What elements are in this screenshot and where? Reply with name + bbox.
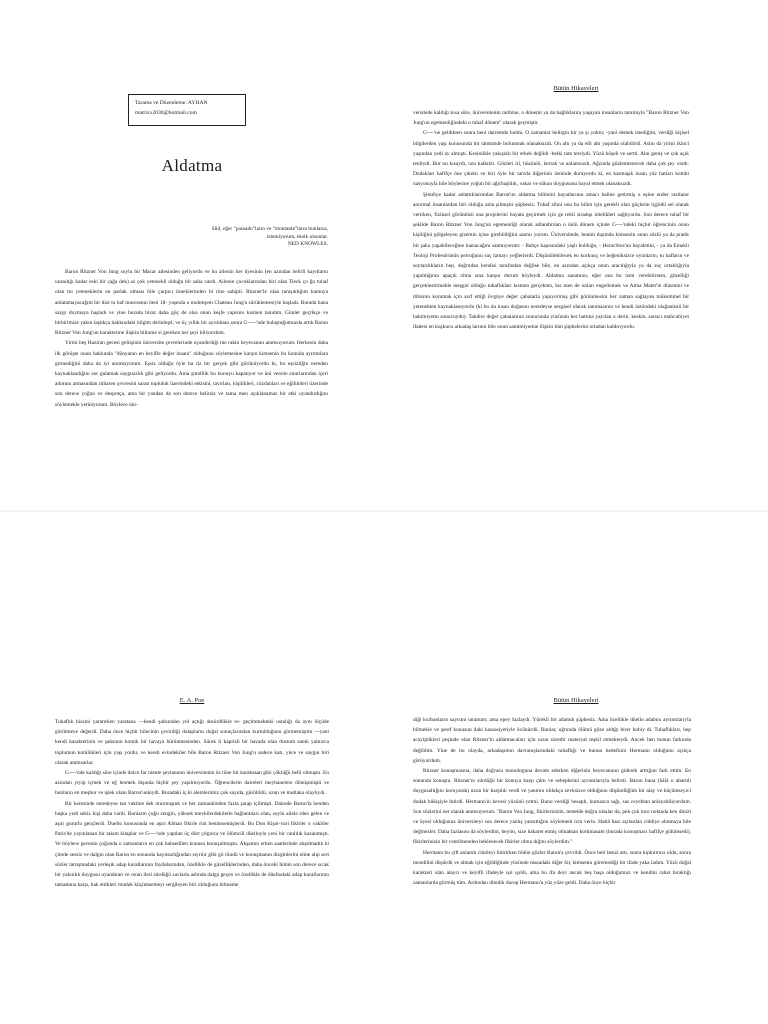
page-bottom-right [384,512,768,1024]
body-column [413,715,691,888]
paragraph: G----'nde kaldığı süre içinde dolce far niente şeytanının üniversitenin üs tüne bir karabasan gibi çöktüğü belli olmuştu. En azından yiyip içmek ve eğ lenmek dışında hiçbir şey yapılmıyordu. Öğrencilerin daireleri meyhanelere dönüşmüştü ve bunların en meşhur ve işlek olanı Baron'unkiydi. Buradaki iç ki alemlerimiz çok sayıda, gürültülü, uzun ve mutlaka olaylıydı. [55,770,329,797]
page-top-left [0,0,384,510]
paragraph: G----'ne geldikten sonra beni dairemde buldu. O zamanlar belirgin bir ya şı yoktu; -yani demek istediğim, verdiği kişisel bilgilerden yaşı konusunda bir tahminde bulunmak olanaksızdı. On altı ya da elli altı yaşında olabilirdi. Aslın da yirmi ikinci yaşından yedi ay almıştı. Kesinlikle yakışıklı bir erkek değildi -belki tam tersiydi. Yüzü köşeli ve sertti. Alnı geniş ve çok açık tenliydi. Bur nu kısaydı, uzu kalkıktı. Gözleri iri, hüzünlü, berrak ve anlamsızdı. Ağzında gözlemlenecek daha çok şey vardı. Dudakları hafifçe öne çıkıktı ve biri öyle bir tarzda diğerinin üstünde duruyordu ki, en karmaşık insan yüz hatları kombi nasyonuyla bile böylesine yoğun bir ağırbaşlılık, vakar ve sükun duygusunu hayal etmek olanaksızdı. [413,130,689,188]
credit-box [128,94,246,126]
running-header: Bütün Hikayeleri [553,85,599,92]
epigraph-text: Slid, eğer "passado"ların ve "montante"ların bunlarsa, istemiyorum, eksik olsunlar. [211,226,328,240]
credit-line: Tarama ve Düzenleme: AYHAN [135,100,208,106]
paragraph: Baron Ritzner Von Jung soylu bir Macar ailesinden geliyordu ve bu ailenin her üyesinin (en azından belirli kayıtların uzandığı kadar eski bir çağa dek) az çok yetenekli olduğu bir saha vardı. Ailenin çocuklarından biri olan Tieck ço ğu tuhaf olan bu yeteneklerin en parlak olması bile çarpıcı örneklerinden bi rine sahipti. Ritzner'le olan tanışıklığım kamuya anlatamayacağım bir dizi tu haf maceranın beni 18- yaşında o muhteşem Chateau Jung'a sürüklemesiyle başladı. Burada bana saygı duymaya başladı ve yine burada biraz daha güç de olsa onun keşfe yapısını kısmen tanıdım. Günler geçtikçe ve birbirimize yakın laştıkça hakkındaki bilgim derinleşti; ve üç yıllık bir ayrılıktan sonra G-----'nde buluştuğumuzda artık Baron Ritzner Von Jung'un karakterine ilişkin bilinme si gereken her şeyi biliyordum. [55,269,328,337]
body-column [55,717,329,890]
body-column [55,267,328,410]
paragraph: diği kurbanların sayısını unuttum; ama epey fazlaydı. Yürekli bir adamdı şüphesiz. Ama özellikle düello adabını ayrıntılarıyla bilmekle ve şeref konusun daki hassasiyetiyle övünürdü. Bunlar, uğrunda ölümü göze aldığı birer hobiy di. Tuhaflıkları, hep acayiplikleri peşinde olan Ritzner'in aldatmacaları için uzun süredir materyal teşkil etmekteydi. Ancek ben bunun farkında değildim. Yine de bu olayda, arkadaşımın davranışlarındaki tuhaflığı ve bunun hedefinin Hermann olduğunu açıkça görüyordum. [413,717,691,764]
credit-email: matrixx2030@hotmail.com [135,110,197,116]
paragraph: Tuhaflık hissini yaratırken yaratana —kendi şahsından yol açtığı absürdlükle re- geçimmekteki ustalığı da aynı ölçüde görülmeye değerdi. Daha önce hiçbir hilecinin çevirdiği dolapların doğal sonuçlarından kurtulduğunu görmemiştim —yani kendi karakterinin ve şahsının komik bir havaya bürünmesinden. Sürek li kaprisli bir havada olan dostum sanki yalnızca toplumun kotülükleri için yaşı yordu; ve kendi evindekiler bile Baron Ritzner Von Jung'u sadece katı, yüce ve saygın biri olarak anımsarlar. [55,719,329,766]
page-bottom-left [0,512,384,1024]
running-header: E. A. Poe [179,697,205,704]
page-top-right [384,0,768,510]
paragraph: Şimdiye kadar anlattıklarımdan Baron'un aldatma bilimini hayatlarının amacı haline getirmiş o eşine ender rastlanır anormal insanlardan biri olduğu anla şılmıştır şüphesiz. Tuhaf zihni onu bu bilim için gerekli olan güçlerin içgüdü sel olarak verirken, fiziksel görüntüsü ona projelerini hayata geçirmek için ge rekli sıradışı nitelikleri sağlıyordu. Son derece tuhaf bir şekilde Baron Ritzner Von Jung'un egemenliği olarak adlandırılan o ünlü dönem içinde G----'ndeki hiçbir öğrencinin onun kişiliğini gölgeleyen gizemin içine girebildiğini sanmı yorum. Üniversitede, benim dışımda kimsenin onun sözlü ya da pratik bir şaka yapabileceğine inanacağını sanmıyorum: - Bahçe kapısındaki yaşlı buldoğu, - Heraclitus'un hayaletini, - ya da Emekli Teoloji Profesörünün perruğunu suç lamayı yeğlerlerdi. Düşünülebilecek en korkunç ve beğeniksizce oyunların, tu hafların ve soytarılıkların hep, doğrudan kendisi tarafından değilse bile, en azından açıkça onun aracılığıyla ya da suç ortaklığıyla yapıldığının apaçık olma sına karşın durum böyleydi. Aldatma sanatının, eğer ona bu ismi verebilirsem, güzelliği gerçeklestirmekle meşgul olduğu tuhaflıkları kısmen gerçekten, kıs men de onları engellemek ve Alma Mater'in düzenini ve itibarını korumak için sarf ettiği övgüye değer çabalarla yapıyormuş gibi görünmesini her zaman sağlayan mükemmel bir yetenekten kaynaklanıyordu (ki bu da insan doğasını neredeyse sezgisel olarak tanımasının ve kendi üstündeki olağanüstü bir hakimiyetin sonucuydu). Takdire değer çabalarının sonucunda yüzünün her hattına yayılan o derin, keskin, sarsıcı mahcubiyet ifadesi en kuşkucu arkadaş larının bile onun samimiyetine ilişkin tüm şüphelerini ortadan kaldırıyordu. [413,191,689,331]
epigraph-author: NED KNOWLES. [287,241,328,248]
body-column [413,108,689,332]
paragraph: versitede kaldığı kısa süre, üniversitenin tarihine, o dönemi ya da bağlıklarını yaşayan insanların tanımıyla "Baron Ritzner Von Jung'un egemenliğindeki o tuhaf dönem" olarak geçmiştir. [413,110,689,127]
paragraph: Yirmi beş Haziran gecesi geliişinin üniversite çevrelerinde uyandırdığı me rakın heyecanını anımsıyorum. Herkesin daha ilk görüşte onun hakkında "dünyanın en keyifle değer insanı" olduğunu söylemesine karşın kimsenin bu konuda ayrıntılara girmediğini daha da iyi anımsıyorum. Eşsiz olduğu öyle ba riz bir gerçek gibi görünüyordu ki, bu eşsizliğin nereden kaynaklandığını sor gulamak saygısızlık gibi geliyordu. Ama şimdilik bu konuyu kapatıyor ve üni versite sınırlarından içeri adımını atmasından itibaren çevresini saran topluluk üzerindeki etkisini, tavırları, kişilikleri, cüzdanları ve eğilimleri üzerinde son derece yoğun ve despotça, ama bir yandan da son derece belirsiz ve tama men açıklanamaz bir etki uyandırdığını söylemekle yetiniyorum. Böylece üni- [55,340,328,408]
paragraph: Bir keresinde neredeyse tan vaktine dek oturmuştuk ve her zamankinden fazla şarap içilmişti. Dairede Baron'la benden başka yedi sekiz kişi daha vardı. Bunların çoğu zengin, yüksek mevkilerdekilerle bağlantıları olan, soylu ailele rden gelen ve aşırı gururlu gençlerdi. Duello konusunda en aşırı Alman fikirle rini benimsemişlerdi. Bu Don Kişot-vari fikirler o vakitler Paris'de yayınlanan bir takım kitaplar ve G----'nde yapılan üç dört çılgınca ve ölümcül düelloyla yeni bir canlılık kazanmıştı. Ve böylece gecenin çoğunda o zamanların en çok bahsedilen konusu konuşulmuştu. Akşamın erken saatlerinde alışılmadık bi çimde sessiz ve dalgın olan Baron en sonunda kayıtsızlığından sıyrılır gibi gö ründü ve konuşmanın dizginlerini eline alıp sert sözler tartışmadaki yerleşik adap kurallarının faydalarından, özellikle de güzelliklerinden, daha önceki bütün son derece sıcak bir yakınlık duygusu uyandıran ve onun ileri sürdüğü savlarla aslında dalga geçen ve özellikle de düellodaki adap kurallarının tamamına karşı, hak ettikleri mutlak küçümsemeyi sergileyen biri olduğunu bilmeme [55,800,329,889]
story-title: Aldatma [161,156,223,175]
paragraph: Hermann bu çift anlamlı cümleyi bitirirken bütün gözler Baron'a çevrildi. Önce beti benzi attı, sonra kıpkırmızı oldu, sonra mendilini düşürdü ve almak için eğildiğinde yüzünde masadaki diğer hiç kimsenin göremediği bir ifade yaka ladım. Yüzü doğal karakteri olan alaycı ve keyifli ifadeyle ışıl ışıldı, ama bu ifa deyi ancak beş başa olduğumuz ve kendini rahat bıraktığı zamanlarda görmüş tüm. Ardından dimdik durup Hermann'a yüz yüze geldi. Daha önce hiçbir [413,849,691,887]
epigraph [198,226,328,249]
running-header: Bütün Hikayeleri [553,697,599,704]
paragraph: Ritzner konuşmasına, daha doğrusu monologuna devam ederken diğerinin heyecanının giderek arttığını fark ettim. En sonunda konuştu. Ritzner'ın sürdüğü bir konuya karşı çıktı ve sebeplerini ayrıntılarıyla belirtti. Baron buna (hâlâ o abartılı duygusallığını koruyarak) uzun bir karşılık verdi ve yanıtını oldukça zevksizce olduğunu düşündüğüm bir alay ve küçümseyici dudak bükişiyle bitirdi. Hermann'ın hevesi yüzünü yetmi. Bunu verdiği hesaplı, kurnazca sağı, sas ceyebtan anlayabiliyordum. Son sözlerini net olarak anımsıyorum. "Baron Von Jung, fikirlerinizin, temelde doğru olsalar da, pek çok ince noktada ken dinizi ve üyesi olduğunuz üniversiteyi son derece yanlış yansıttığını söylemem izin verin. Hattâ bazı açılardan ciddiye alınmaya bile değmezler. Daha fazlasını da söylerdim, beyim, size hakaret etmiş olmaktan korkmasam (burada konuşmacı hafifçe gülümsedi), fikirlerinizin bir centilmenden beklenecek fikirler olma dığını söylerdim." [413,768,691,846]
